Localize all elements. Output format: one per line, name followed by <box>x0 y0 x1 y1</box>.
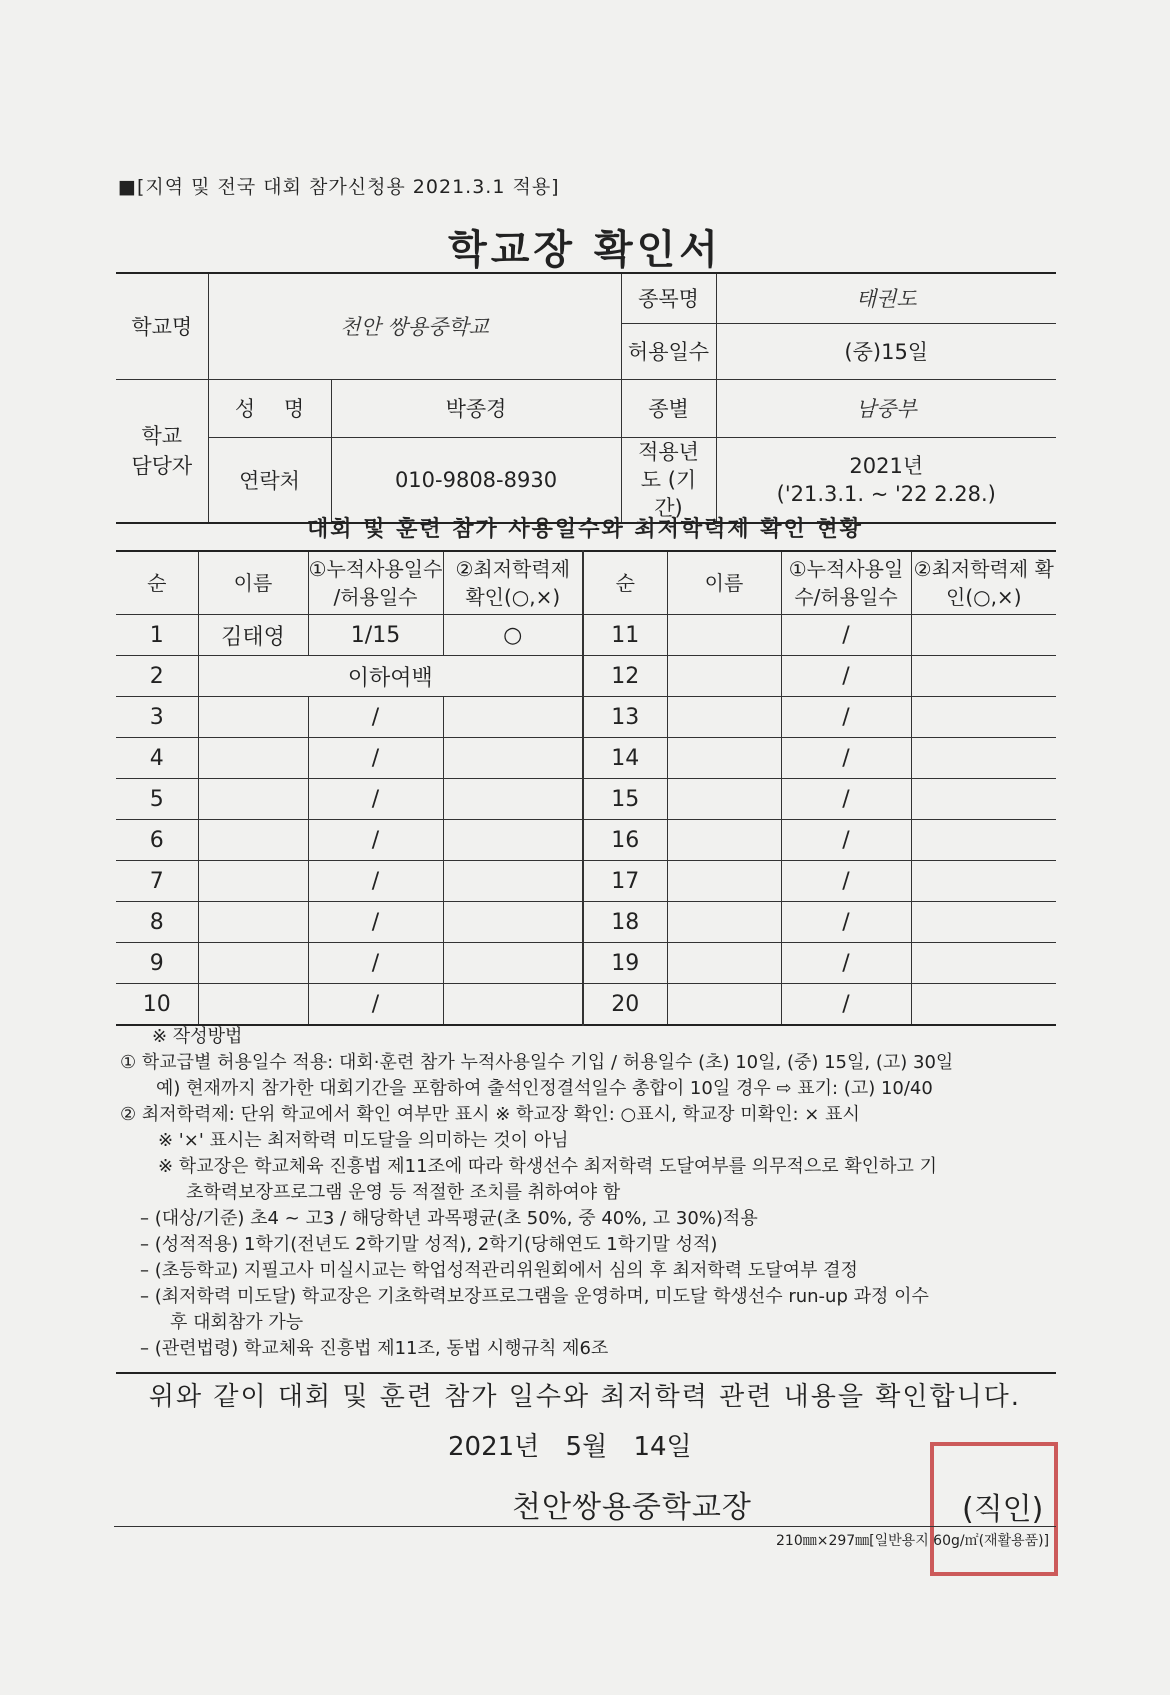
row-number: 14 <box>583 738 667 779</box>
row-number: 20 <box>583 984 667 1026</box>
row-check <box>911 984 1056 1026</box>
row-number: 3 <box>116 697 198 738</box>
note-1-example: 예) 현재까지 참가한 대회기간을 포함하여 출석인정결석일수 총합이 10일 경우 ⇨ 표기: (고) 10/40 <box>156 1078 933 1099</box>
row-number: 17 <box>583 861 667 902</box>
row-name <box>198 697 308 738</box>
footer-divider <box>114 1526 1056 1527</box>
row-number: 5 <box>116 779 198 820</box>
name-value: 박종경 <box>331 379 621 437</box>
row-check <box>911 656 1056 697</box>
row-check <box>911 943 1056 984</box>
row-days: / <box>781 861 911 902</box>
principal-name: 천안쌍용중학교장 <box>512 1490 752 1525</box>
row-number: 1 <box>116 615 198 656</box>
table-row <box>116 615 1056 656</box>
note-2-sub-a: ※ '×' 표시는 최저학력 미도달을 의미하는 것이 아님 <box>158 1130 569 1151</box>
row-name <box>667 738 781 779</box>
row-days: / <box>781 656 911 697</box>
row-check <box>911 779 1056 820</box>
row-number: 7 <box>116 861 198 902</box>
row-name: 김태영 <box>198 615 308 656</box>
table-row <box>116 738 1056 779</box>
header-name: 이름 <box>667 551 781 615</box>
header-no: 순 <box>116 551 198 615</box>
header-no: 순 <box>583 551 667 615</box>
row-name <box>198 984 308 1026</box>
row-number: 4 <box>116 738 198 779</box>
row-number: 16 <box>583 820 667 861</box>
row-number: 9 <box>116 943 198 984</box>
row-check <box>911 738 1056 779</box>
note-2-sub-b-cont: 초학력보장프로그램 운영 등 적절한 조치를 취하여야 함 <box>186 1182 621 1203</box>
row-check <box>911 820 1056 861</box>
row-days: / <box>308 861 443 902</box>
blank-remainder-note: 이하여백 <box>198 656 583 697</box>
row-check <box>443 779 583 820</box>
row-days: / <box>781 738 911 779</box>
seal-label: (직인) <box>962 1492 1044 1527</box>
row-check <box>443 984 583 1026</box>
row-days: / <box>781 820 911 861</box>
gender-value: 남중부 <box>716 379 1056 437</box>
note-2: ② 최저학력제: 단위 학교에서 확인 여부만 표시 ※ 학교장 확인: ○표시, 학교장 미확인: × 표시 <box>120 1104 860 1125</box>
row-days: / <box>308 984 443 1026</box>
row-name <box>198 820 308 861</box>
document-title: 학교장 확인서 <box>448 227 722 273</box>
row-check <box>911 615 1056 656</box>
table-row <box>116 779 1056 820</box>
allowed-label: 허용일수 <box>621 323 716 379</box>
name-label: 성 명 <box>208 379 331 437</box>
detail-3: – (초등학교) 지필고사 미실시교는 학업성적관리위원회에서 심의 후 최저학력 도달여부 결정 <box>140 1260 858 1281</box>
row-name <box>667 902 781 943</box>
row-days: / <box>781 615 911 656</box>
row-number: 10 <box>116 984 198 1026</box>
row-check <box>443 697 583 738</box>
row-number: 6 <box>116 820 198 861</box>
row-name <box>198 943 308 984</box>
notes-heading: ※ 작성방법 <box>152 1026 243 1047</box>
detail-5: – (관련법령) 학교체육 진흥법 제11조, 동법 시행규칙 제6조 <box>140 1338 609 1359</box>
year-value: 2021년 <box>849 453 924 478</box>
row-check: ○ <box>443 615 583 656</box>
header-check: ②최저학력제 확인(○,×) <box>911 551 1056 615</box>
row-name <box>667 984 781 1026</box>
table-row <box>116 697 1056 738</box>
table-row <box>116 943 1056 984</box>
row-name <box>198 861 308 902</box>
roster-header-row <box>116 551 1056 615</box>
row-days: / <box>781 697 911 738</box>
detail-4: – (최저학력 미도달) 학교장은 기초학력보장프로그램을 운영하며, 미도달 학생선수 run-up 과정 이수 <box>140 1286 929 1307</box>
row-number: 13 <box>583 697 667 738</box>
contact-label: 연락처 <box>208 437 331 523</box>
row-days: / <box>781 779 911 820</box>
row-name <box>198 902 308 943</box>
row-name <box>667 615 781 656</box>
row-number: 12 <box>583 656 667 697</box>
row-days: / <box>308 697 443 738</box>
roster-table <box>116 550 1056 1026</box>
row-name <box>667 697 781 738</box>
note-1: ① 학교급별 허용일수 적용: 대회·훈련 참가 누적사용일수 기입 / 허용일수 (초) 10일, (중) 15일, (고) 30일 <box>120 1052 954 1073</box>
divider <box>116 1372 1056 1374</box>
school-value: 천안 쌍용중학교 <box>208 273 621 379</box>
row-check <box>911 902 1056 943</box>
row-number: 18 <box>583 902 667 943</box>
table-row <box>116 656 1056 697</box>
table-row <box>116 902 1056 943</box>
row-name <box>667 943 781 984</box>
manager-label: 학교 담당자 <box>116 379 208 523</box>
confirmation-text: 위와 같이 대회 및 훈련 참가 일수와 최저학력 관련 내용을 확인합니다. <box>148 1382 1022 1412</box>
row-check <box>443 861 583 902</box>
row-days: / <box>781 943 911 984</box>
detail-4-cont: 후 대회참가 가능 <box>170 1312 304 1333</box>
row-name <box>667 861 781 902</box>
year-label: 적용년도 (기간) <box>621 437 716 523</box>
row-number: 11 <box>583 615 667 656</box>
row-days: / <box>781 984 911 1026</box>
row-days: 1/15 <box>308 615 443 656</box>
row-check <box>443 943 583 984</box>
row-number: 8 <box>116 902 198 943</box>
row-name <box>667 820 781 861</box>
row-name <box>198 779 308 820</box>
contact-value: 010-9808-8930 <box>331 437 621 523</box>
info-table <box>116 272 1056 524</box>
row-days: / <box>308 779 443 820</box>
period-value: ('21.3.1. ~ '22 2.28.) <box>776 481 996 506</box>
header-check: ②최저학력제 확인(○,×) <box>443 551 583 615</box>
row-check <box>443 820 583 861</box>
row-check <box>443 738 583 779</box>
row-number: 19 <box>583 943 667 984</box>
row-name <box>667 779 781 820</box>
row-days: / <box>308 820 443 861</box>
row-number: 2 <box>116 656 198 697</box>
date: 2021년 5월 14일 <box>448 1432 692 1462</box>
section-title: 대회 및 훈련 참가 사용일수와 최저학력제 확인 현황 <box>307 517 863 542</box>
sport-value: 태권도 <box>716 273 1056 323</box>
instructions <box>120 1024 1060 1362</box>
header-days: ①누적사용일수 /허용일수 <box>308 551 443 615</box>
row-number: 15 <box>583 779 667 820</box>
row-days: / <box>308 902 443 943</box>
row-days: / <box>308 943 443 984</box>
header-name: 이름 <box>198 551 308 615</box>
header-days: ①누적사용일 수/허용일수 <box>781 551 911 615</box>
table-row <box>116 984 1056 1026</box>
row-name <box>667 656 781 697</box>
school-label: 학교명 <box>116 273 208 379</box>
detail-2: – (성적적용) 1학기(전년도 2학기말 성적), 2학기(당해연도 1학기말 성적) <box>140 1234 718 1255</box>
detail-1: – (대상/기준) 초4 ~ 고3 / 해당학년 과목평균(초 50%, 중 40%, 고 30%)적용 <box>140 1208 758 1229</box>
year-cell <box>716 437 1056 523</box>
table-row <box>116 861 1056 902</box>
table-row <box>116 820 1056 861</box>
row-days: / <box>308 738 443 779</box>
notice-line: ■[지역 및 전국 대회 참가신청용 2021.3.1 적용] <box>118 176 560 198</box>
paper-spec: 210㎜×297㎜[일반용지 60g/㎡(재활용품)] <box>776 1533 1050 1549</box>
allowed-value: (중)15일 <box>716 323 1056 379</box>
row-check <box>443 902 583 943</box>
note-2-sub-b: ※ 학교장은 학교체육 진흥법 제11조에 따라 학생선수 최저학력 도달여부를 의무적으로 확인하고 기 <box>158 1156 938 1177</box>
sport-label: 종목명 <box>621 273 716 323</box>
row-name <box>198 738 308 779</box>
row-check <box>911 697 1056 738</box>
row-check <box>911 861 1056 902</box>
row-days: / <box>781 902 911 943</box>
gender-label: 종별 <box>621 379 716 437</box>
